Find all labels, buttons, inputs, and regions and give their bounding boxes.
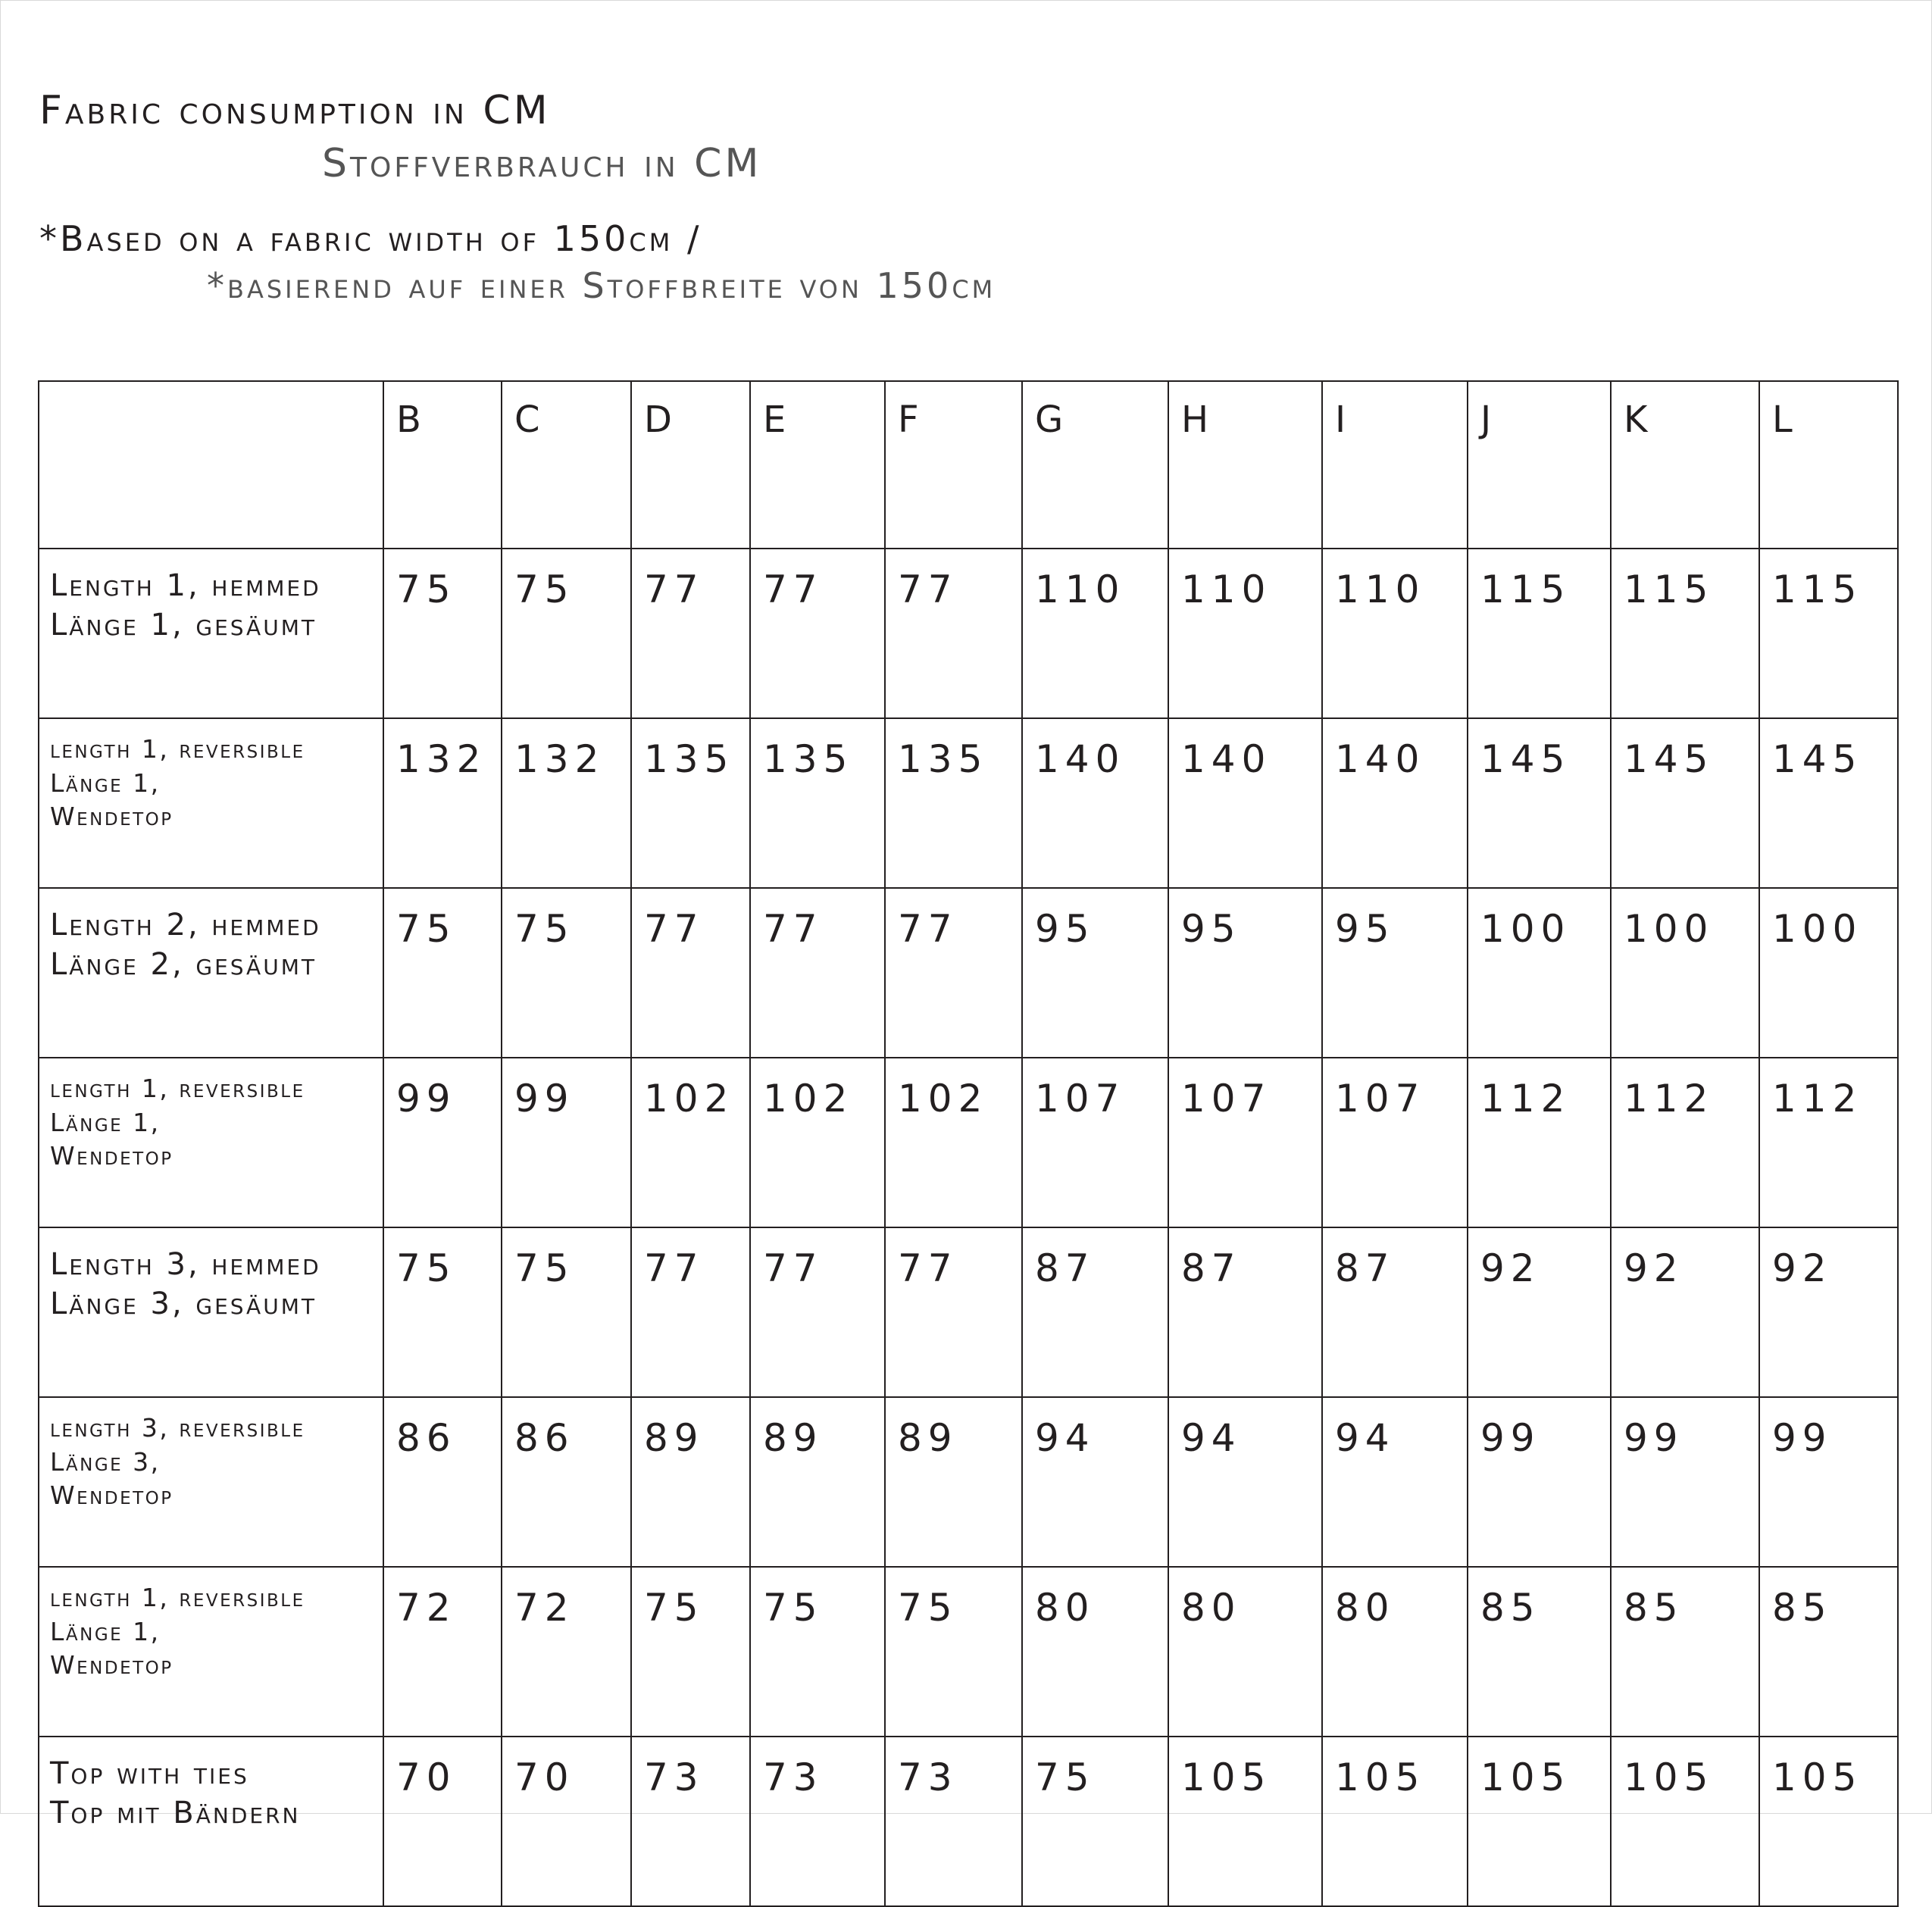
column-header-f: F (885, 381, 1022, 549)
value-cell-h: 80 (1168, 1567, 1322, 1737)
value-cell-k: 85 (1611, 1567, 1759, 1737)
value-cell-i: 107 (1322, 1058, 1468, 1227)
row-label-line: length 1, reversible (50, 1583, 305, 1612)
value-cell-l: 115 (1759, 549, 1898, 718)
value-cell-g: 95 (1022, 888, 1168, 1058)
row-label-line: Länge 3, gesäumt (50, 1286, 317, 1321)
column-header-d: D (631, 381, 750, 549)
value-cell-e: 77 (750, 1227, 885, 1397)
value-cell-f: 77 (885, 549, 1022, 718)
value-cell-b: 99 (383, 1058, 502, 1227)
value-cell-c: 75 (502, 888, 631, 1058)
row-label-line: Länge 1, (50, 1107, 161, 1137)
value-cell-e: 135 (750, 718, 885, 888)
table-row (39, 1058, 1898, 1227)
value-cell-d: 77 (631, 549, 750, 718)
value-cell-h: 107 (1168, 1058, 1322, 1227)
value-cell-d: 73 (631, 1737, 750, 1906)
value-cell-b: 86 (383, 1397, 502, 1567)
fabric-consumption-table (38, 380, 1899, 1907)
value-cell-b: 72 (383, 1567, 502, 1737)
row-label-line: Wendetop (50, 1480, 174, 1511)
value-cell-k: 100 (1611, 888, 1759, 1058)
value-cell-h: 94 (1168, 1397, 1322, 1567)
value-cell-f: 77 (885, 1227, 1022, 1397)
value-cell-i: 95 (1322, 888, 1468, 1058)
row-label (39, 1397, 383, 1567)
row-label-line: length 3, reversible (50, 1413, 305, 1443)
value-cell-g: 87 (1022, 1227, 1168, 1397)
value-cell-d: 135 (631, 718, 750, 888)
value-cell-h: 140 (1168, 718, 1322, 888)
value-cell-j: 145 (1468, 718, 1611, 888)
fabric-width-note-german: *basierend auf einer Stoffbreite von 150cm (207, 265, 996, 306)
value-cell-b: 132 (383, 718, 502, 888)
page-title: Fabric consumption in CM (39, 88, 551, 133)
row-label-line: Länge 3, (50, 1446, 161, 1477)
value-cell-j: 115 (1468, 549, 1611, 718)
value-cell-j: 112 (1468, 1058, 1611, 1227)
row-label-line: Length 2, hemmed (50, 908, 321, 943)
row-label-line: Länge 1, gesäumt (50, 608, 317, 642)
table-row (39, 1397, 1898, 1567)
value-cell-j: 85 (1468, 1567, 1611, 1737)
value-cell-g: 140 (1022, 718, 1168, 888)
column-header-k: K (1611, 381, 1759, 549)
row-label (39, 1227, 383, 1397)
value-cell-b: 75 (383, 1227, 502, 1397)
table-row (39, 1227, 1898, 1397)
column-header-b: B (383, 381, 502, 549)
value-cell-b: 75 (383, 549, 502, 718)
value-cell-k: 105 (1611, 1737, 1759, 1906)
value-cell-b: 75 (383, 888, 502, 1058)
corner-cell (39, 381, 383, 549)
value-cell-f: 73 (885, 1737, 1022, 1906)
row-label-line: Length 3, hemmed (50, 1247, 321, 1282)
value-cell-b: 70 (383, 1737, 502, 1906)
column-header-c: C (502, 381, 631, 549)
value-cell-d: 89 (631, 1397, 750, 1567)
row-label-line: Top mit Bändern (50, 1796, 301, 1830)
table-row (39, 1567, 1898, 1737)
table-row (39, 549, 1898, 718)
value-cell-k: 145 (1611, 718, 1759, 888)
row-label-line: Länge 1, (50, 1616, 161, 1646)
value-cell-c: 99 (502, 1058, 631, 1227)
value-cell-k: 92 (1611, 1227, 1759, 1397)
column-header-e: E (750, 381, 885, 549)
value-cell-e: 73 (750, 1737, 885, 1906)
column-header-i: I (1322, 381, 1468, 549)
column-header-l: L (1759, 381, 1898, 549)
value-cell-j: 105 (1468, 1737, 1611, 1906)
value-cell-c: 75 (502, 1227, 631, 1397)
row-label-line: Länge 1, (50, 767, 161, 798)
value-cell-c: 72 (502, 1567, 631, 1737)
value-cell-d: 75 (631, 1567, 750, 1737)
value-cell-g: 94 (1022, 1397, 1168, 1567)
value-cell-g: 107 (1022, 1058, 1168, 1227)
row-label (39, 1058, 383, 1227)
row-label (39, 718, 383, 888)
value-cell-i: 140 (1322, 718, 1468, 888)
row-label (39, 1567, 383, 1737)
value-cell-d: 102 (631, 1058, 750, 1227)
value-cell-h: 110 (1168, 549, 1322, 718)
value-cell-f: 102 (885, 1058, 1022, 1227)
value-cell-e: 75 (750, 1567, 885, 1737)
value-cell-e: 89 (750, 1397, 885, 1567)
row-label-line: Top with ties (50, 1756, 249, 1791)
value-cell-h: 95 (1168, 888, 1322, 1058)
value-cell-g: 110 (1022, 549, 1168, 718)
table-row (39, 718, 1898, 888)
row-label-line: Länge 2, gesäumt (50, 947, 317, 982)
value-cell-i: 94 (1322, 1397, 1468, 1567)
value-cell-k: 112 (1611, 1058, 1759, 1227)
value-cell-d: 77 (631, 1227, 750, 1397)
value-cell-j: 99 (1468, 1397, 1611, 1567)
value-cell-l: 105 (1759, 1737, 1898, 1906)
value-cell-l: 100 (1759, 888, 1898, 1058)
value-cell-i: 110 (1322, 549, 1468, 718)
value-cell-l: 145 (1759, 718, 1898, 888)
value-cell-d: 77 (631, 888, 750, 1058)
value-cell-j: 92 (1468, 1227, 1611, 1397)
value-cell-e: 77 (750, 888, 885, 1058)
row-label-line: Wendetop (50, 1650, 174, 1680)
value-cell-k: 99 (1611, 1397, 1759, 1567)
row-label (39, 1737, 383, 1906)
value-cell-i: 87 (1322, 1227, 1468, 1397)
value-cell-k: 115 (1611, 549, 1759, 718)
row-label-line: Wendetop (50, 802, 174, 832)
value-cell-i: 80 (1322, 1567, 1468, 1737)
value-cell-h: 87 (1168, 1227, 1322, 1397)
row-label-line: Wendetop (50, 1141, 174, 1171)
column-header-h: H (1168, 381, 1322, 549)
value-cell-f: 75 (885, 1567, 1022, 1737)
value-cell-i: 105 (1322, 1737, 1468, 1906)
value-cell-l: 99 (1759, 1397, 1898, 1567)
value-cell-l: 85 (1759, 1567, 1898, 1737)
row-label-line: Length 1, hemmed (50, 568, 321, 603)
value-cell-l: 92 (1759, 1227, 1898, 1397)
page-title-german: Stoffverbrauch in CM (322, 141, 762, 186)
value-cell-g: 75 (1022, 1737, 1168, 1906)
value-cell-h: 105 (1168, 1737, 1322, 1906)
value-cell-l: 112 (1759, 1058, 1898, 1227)
value-cell-f: 77 (885, 888, 1022, 1058)
row-label (39, 888, 383, 1058)
row-label-line: length 1, reversible (50, 734, 305, 764)
column-header-j: J (1468, 381, 1611, 549)
row-label-line: length 1, reversible (50, 1074, 305, 1103)
fabric-width-note: *Based on a fabric width of 150cm / (39, 218, 702, 259)
value-cell-c: 70 (502, 1737, 631, 1906)
table-header-row (39, 381, 1898, 549)
table-row (39, 888, 1898, 1058)
column-header-g: G (1022, 381, 1168, 549)
row-label (39, 549, 383, 718)
value-cell-e: 77 (750, 549, 885, 718)
value-cell-f: 135 (885, 718, 1022, 888)
table-row (39, 1737, 1898, 1906)
value-cell-e: 102 (750, 1058, 885, 1227)
value-cell-c: 132 (502, 718, 631, 888)
value-cell-c: 75 (502, 549, 631, 718)
value-cell-f: 89 (885, 1397, 1022, 1567)
value-cell-c: 86 (502, 1397, 631, 1567)
value-cell-j: 100 (1468, 888, 1611, 1058)
value-cell-g: 80 (1022, 1567, 1168, 1737)
